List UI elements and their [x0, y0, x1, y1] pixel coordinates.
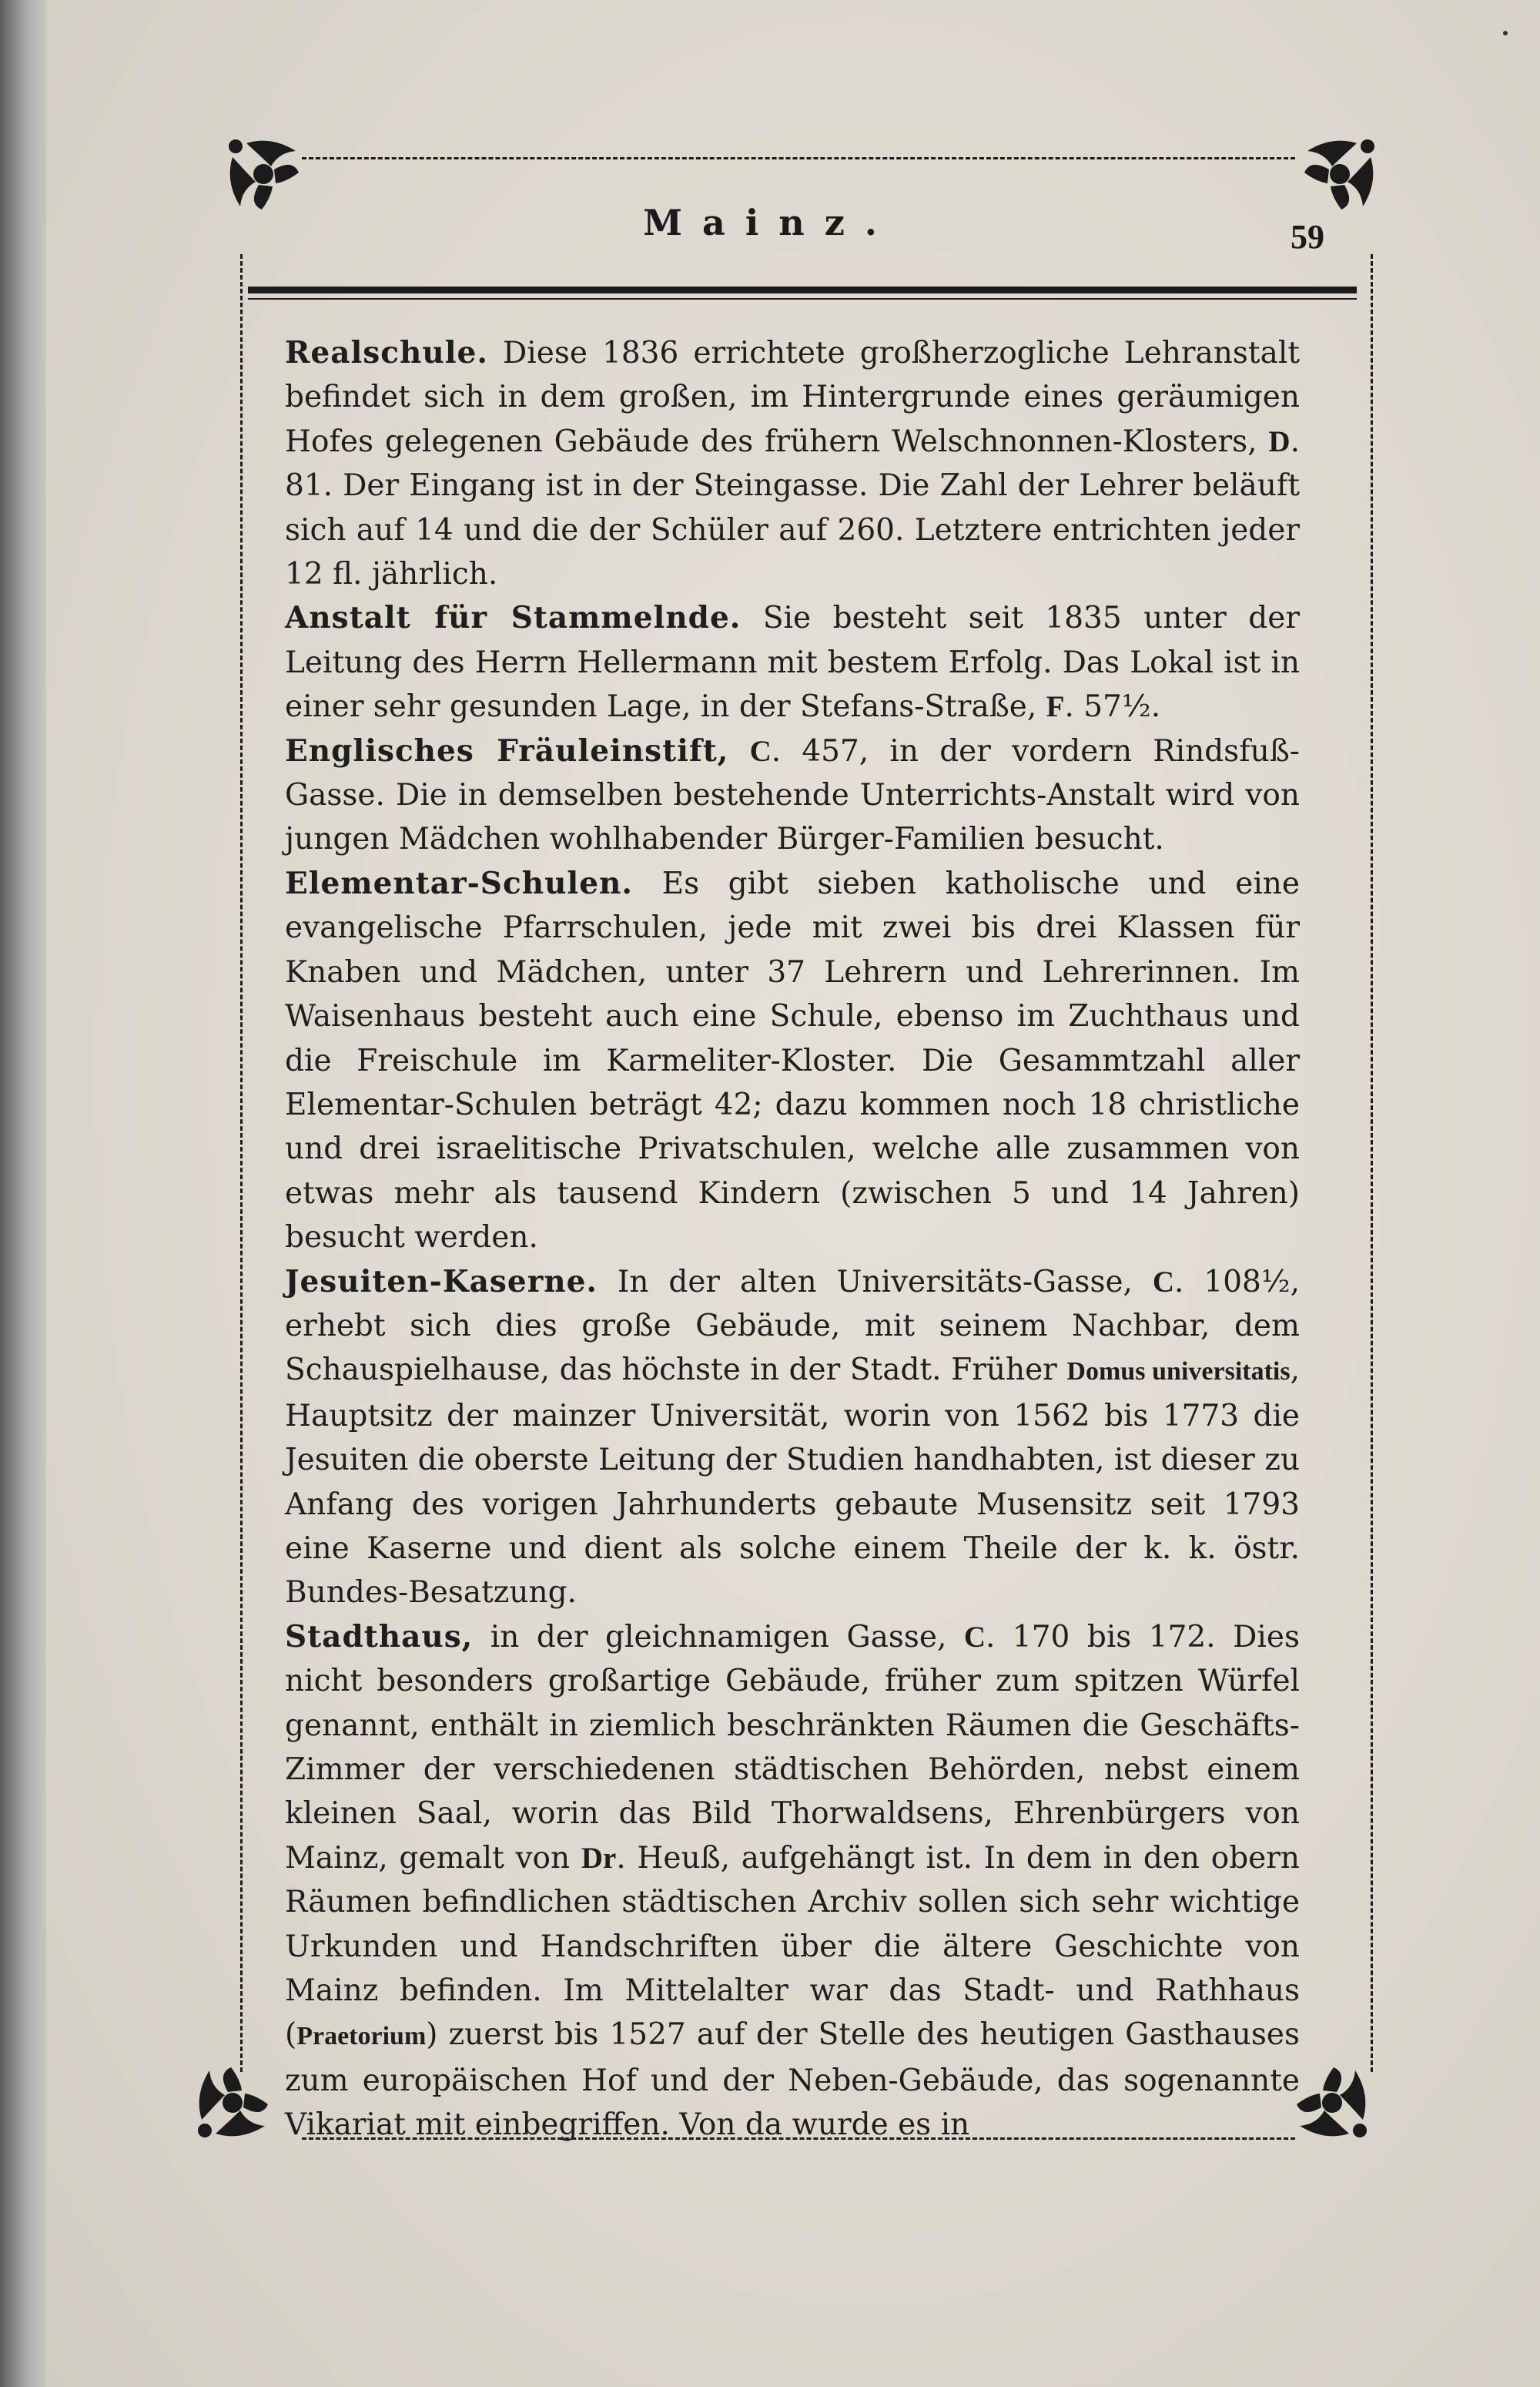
scan-dust-mark [1503, 31, 1508, 35]
paragraph [285, 596, 1300, 729]
quarter-reference: C [749, 734, 772, 768]
frame-right-rule [1371, 254, 1373, 2072]
ornament-top-right-icon [1301, 136, 1378, 213]
paragraph-text: . 108¹⁄₂, erhebt sich dies große Gebäude, mit seinem Nachbar, dem Schauspielhause, das höchste in der Stadt. Früher [285, 1264, 1300, 1388]
frame-left-rule [240, 254, 243, 2072]
paragraph-text: In der alten Universitäts-Gasse, [598, 1264, 1153, 1299]
running-title: Mainz. [643, 202, 897, 243]
paragraph-text: . 170 bis 172. Dies nicht besonders großartige Gebäude, früher zum spitzen Würfel genannt, enthält in ziemlich beschränkten Räumen die Geschäfts-Zimmer der verschiedenen städtischen Behörden, nebst einem kleinen Saal, worin das Bild Thorwaldsens, Ehrenbürgers von Mainz, gemalt von [285, 1619, 1300, 1876]
paragraph-heading: Stadthaus, [285, 1618, 474, 1654]
frame-top-rule [302, 157, 1295, 159]
paragraph-text: in der gleichnamigen Gasse, [473, 1619, 964, 1654]
paragraph [285, 1260, 1300, 1615]
ornament-top-left-icon [225, 136, 302, 213]
ornament-bottom-right-icon [1294, 2064, 1371, 2141]
paragraph [285, 862, 1300, 1260]
quarter-reference: F [1046, 690, 1065, 724]
paragraph [285, 1615, 1300, 2147]
paragraph-heading: Anstalt für Stammelnde. [285, 600, 742, 636]
paragraph [285, 331, 1300, 596]
paragraph-text: ) zuerst bis 1527 auf der Stelle des heutigen Gasthauses zum europäischen Hof und der Neben-Gebäude, das sogenannte Vikariat mit einbegriffen. Von da wurde es in [285, 2017, 1300, 2143]
latin-term: Praetorium [296, 2022, 427, 2051]
paragraph-text: Sie besteht seit 1835 unter der Leitung des Herrn Hellermann mit bestem Erfolg. Das Lokal ist in einer sehr gesunden Lage, in der Stefans-Straße, [285, 601, 1300, 725]
paragraph-heading: Jesuiten-Kaserne. [285, 1263, 598, 1299]
paragraph-heading: Realschule. [285, 335, 488, 370]
header-rule-thin [248, 298, 1357, 300]
paragraph-text: , Hauptsitz der mainzer Universität, worin von 1562 bis 1773 die Jesuiten die oberste Leitung der Studien handhabten, ist dieser zu Anfang des vorigen Jahrhunderts gebaute Musensitz seit 1793 eine Kaserne und dient als solche einem Theile der k. k. östr. Bundes-Besatzung. [285, 1353, 1300, 1611]
header-rule-thick [248, 287, 1357, 293]
paragraph-text: . Heuß, aufgehängt ist. In dem in den obern Räumen befindlichen städtischen Archiv sollen sich sehr wichtige Urkunden und Handschriften über die ältere Geschichte von Mainz befinden. Im Mittelalter war das Stadt- und Rathhaus ( [285, 1840, 1300, 2053]
page-body-text [285, 331, 1300, 2147]
paragraph-text: Diese 1836 errichtete großherzogliche Lehranstalt befindet sich in dem großen, im Hintergrunde eines geräumigen Hofes gelegenen Gebäude des frühern Welschnonnen-Klosters, [285, 336, 1300, 459]
page-number: 59 [1291, 218, 1324, 256]
ornament-bottom-left-icon [194, 2064, 271, 2141]
paragraph-text [728, 734, 749, 769]
quarter-reference: D [1268, 424, 1291, 458]
paragraph [285, 729, 1300, 862]
paragraph-heading: Elementar-Schulen. [285, 865, 633, 901]
quarter-reference: Dr [581, 1841, 617, 1875]
paragraph-text: . 81. Der Eingang ist in der Steingasse. Die Zahl der Lehrer beläuft sich auf 14 und die der Schüler auf 260. Letztere entrichten jeder 12 fl. jährlich. [285, 424, 1300, 592]
paragraph-text: . 457, in der vordern Rindsfuß-Gasse. Die in demselben bestehende Unterrichts-Anstalt wird von jungen Mädchen wohlhabender Bürger-Familien besucht. [285, 733, 1300, 857]
quarter-reference: C [1152, 1265, 1175, 1299]
paragraph-heading: Englisches Fräuleinstift, [285, 733, 729, 769]
latin-term: Domus universitatis [1066, 1357, 1291, 1386]
paragraph-text: Es gibt sieben katholische und eine evangelische Pfarrschulen, jede mit zwei bis drei Klassen für Knaben und Mädchen, unter 37 Lehrern und Lehrerinnen. Im Waisenhaus besteht auch eine Schule, ebenso im Zuchthaus und die Freischule im Karmeliter-Kloster. Die Gesammtzahl aller Elementar-Schulen beträgt 42; dazu kommen noch 18 christliche und drei israelitische Privatschulen, welche alle zusammen von etwas mehr als tausend Kindern (zwischen 5 und 14 Jahren) besucht werden. [285, 866, 1300, 1256]
quarter-reference: C [963, 1620, 986, 1654]
paragraph-text: . 57½. [1064, 689, 1161, 725]
